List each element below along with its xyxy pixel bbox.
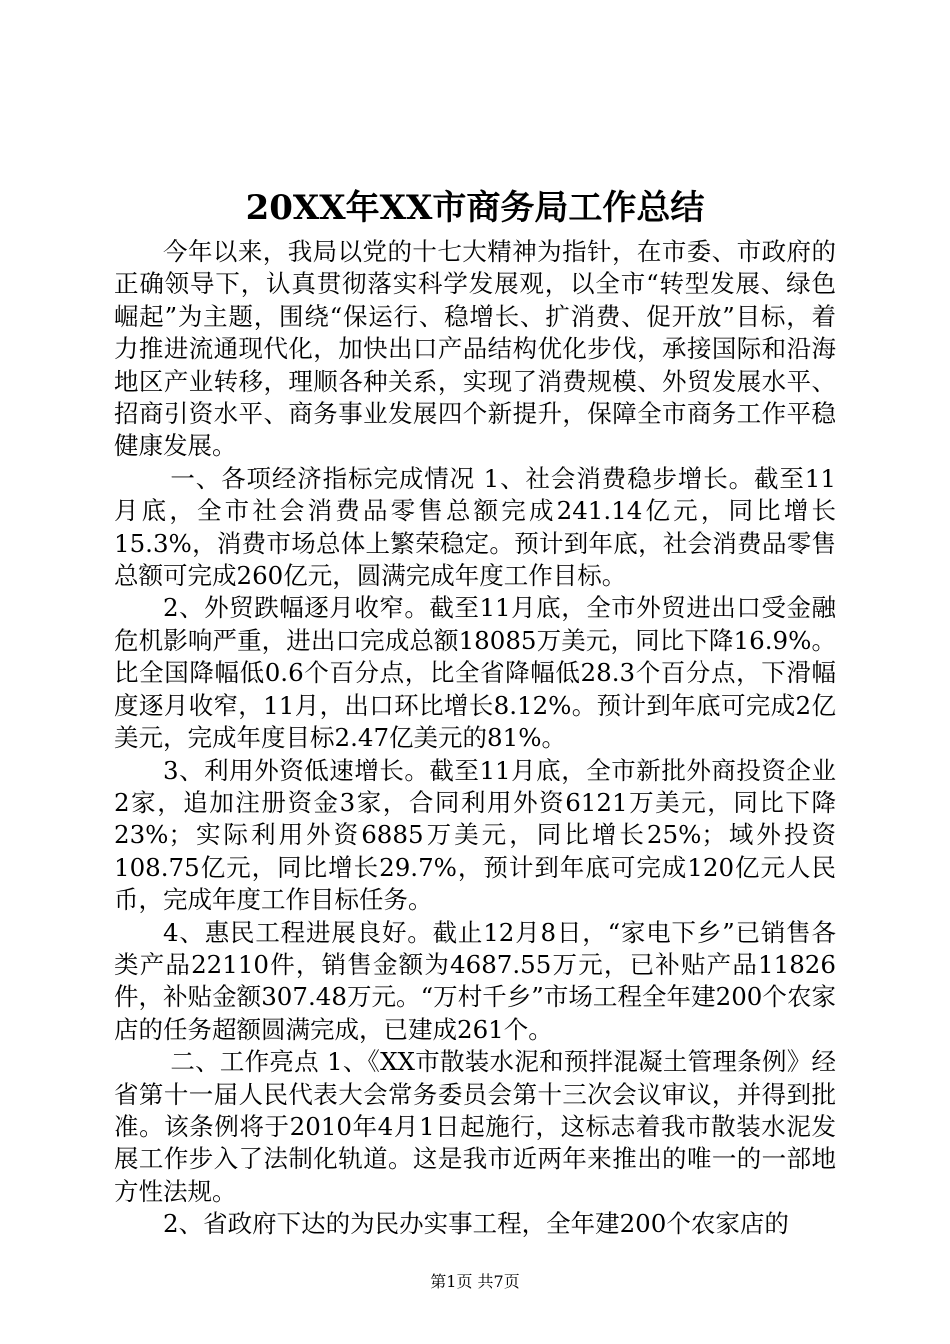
document-body bbox=[114, 236, 836, 1241]
paragraph-item-4: 4、惠民工程进展良好。截止12月8日，“家电下乡”已销售各类产品22110件，销售金额为4687.55万元，已补贴产品11826件，补贴金额307.48万元。“万村千乡”市场工程全年建200个农家店的任务超额圆满完成，已建成261个。 bbox=[114, 917, 836, 1044]
paragraph-section-2: 二、工作亮点 1、《XX市散装水泥和预拌混凝土管理条例》经省第十一届人民代表大会常务委员会第十三次会议审议，并得到批准。该条例将于2010年4月1日起施行，这标志着我市散装水泥发展工作步入了法制化轨道。这是我市近两年来推出的唯一的一部地方性法规。 bbox=[114, 1047, 836, 1206]
document-title: 20XX年XX市商务局工作总结 bbox=[245, 188, 705, 228]
page-number-footer: 第1页 共7页 bbox=[430, 1272, 520, 1291]
paragraph-item-2: 2、外贸跌幅逐月收窄。截至11月底，全市外贸进出口受金融危机影响严重，进出口完成总额18085万美元，同比下降16.9%。比全国降幅低0.6个百分点，比全省降幅低28.3个百分点，下滑幅度逐月收窄，11月，出口环比增长8.12%。预计到年底可完成2亿美元，完成年度目标2.47亿美元的81%。 bbox=[114, 593, 836, 753]
paragraph-item-3: 3、利用外资低速增长。截至11月底，全市新批外商投资企业2家，追加注册资金3家，合同利用外资6121万美元，同比下降23%；实际利用外资6885万美元，同比增长25%；域外投资108.75亿元，同比增长29.7%，预计到年底可完成120亿元人民币，完成年度工作目标任务。 bbox=[114, 755, 836, 915]
paragraph-highlight-2: 2、省政府下达的为民办实事工程，全年建200个农家店的 bbox=[163, 1209, 789, 1239]
paragraph-intro: 今年以来，我局以党的十七大精神为指针，在市委、市政府的正确领导下，认真贯彻落实科学发展观，以全市“转型发展、绿色崛起”为主题，围绕“保运行、稳增长、扩消费、促开放”目标，着力推进流通现代化，加快出口产品结构优化步伐，承接国际和沿海地区产业转移，理顺各种关系，实现了消费规模、外贸发展水平、招商引资水平、商务事业发展四个新提升，保障全市商务工作平稳健康发展。 bbox=[114, 237, 836, 461]
paragraph-section-1: 一、各项经济指标完成情况 1、社会消费稳步增长。截至11月底，全市社会消费品零售总额完成241.14亿元，同比增长15.3%，消费市场总体上繁荣稳定。预计到年底，社会消费品零售总额可完成260亿元，圆满完成年度工作目标。 bbox=[114, 463, 836, 591]
